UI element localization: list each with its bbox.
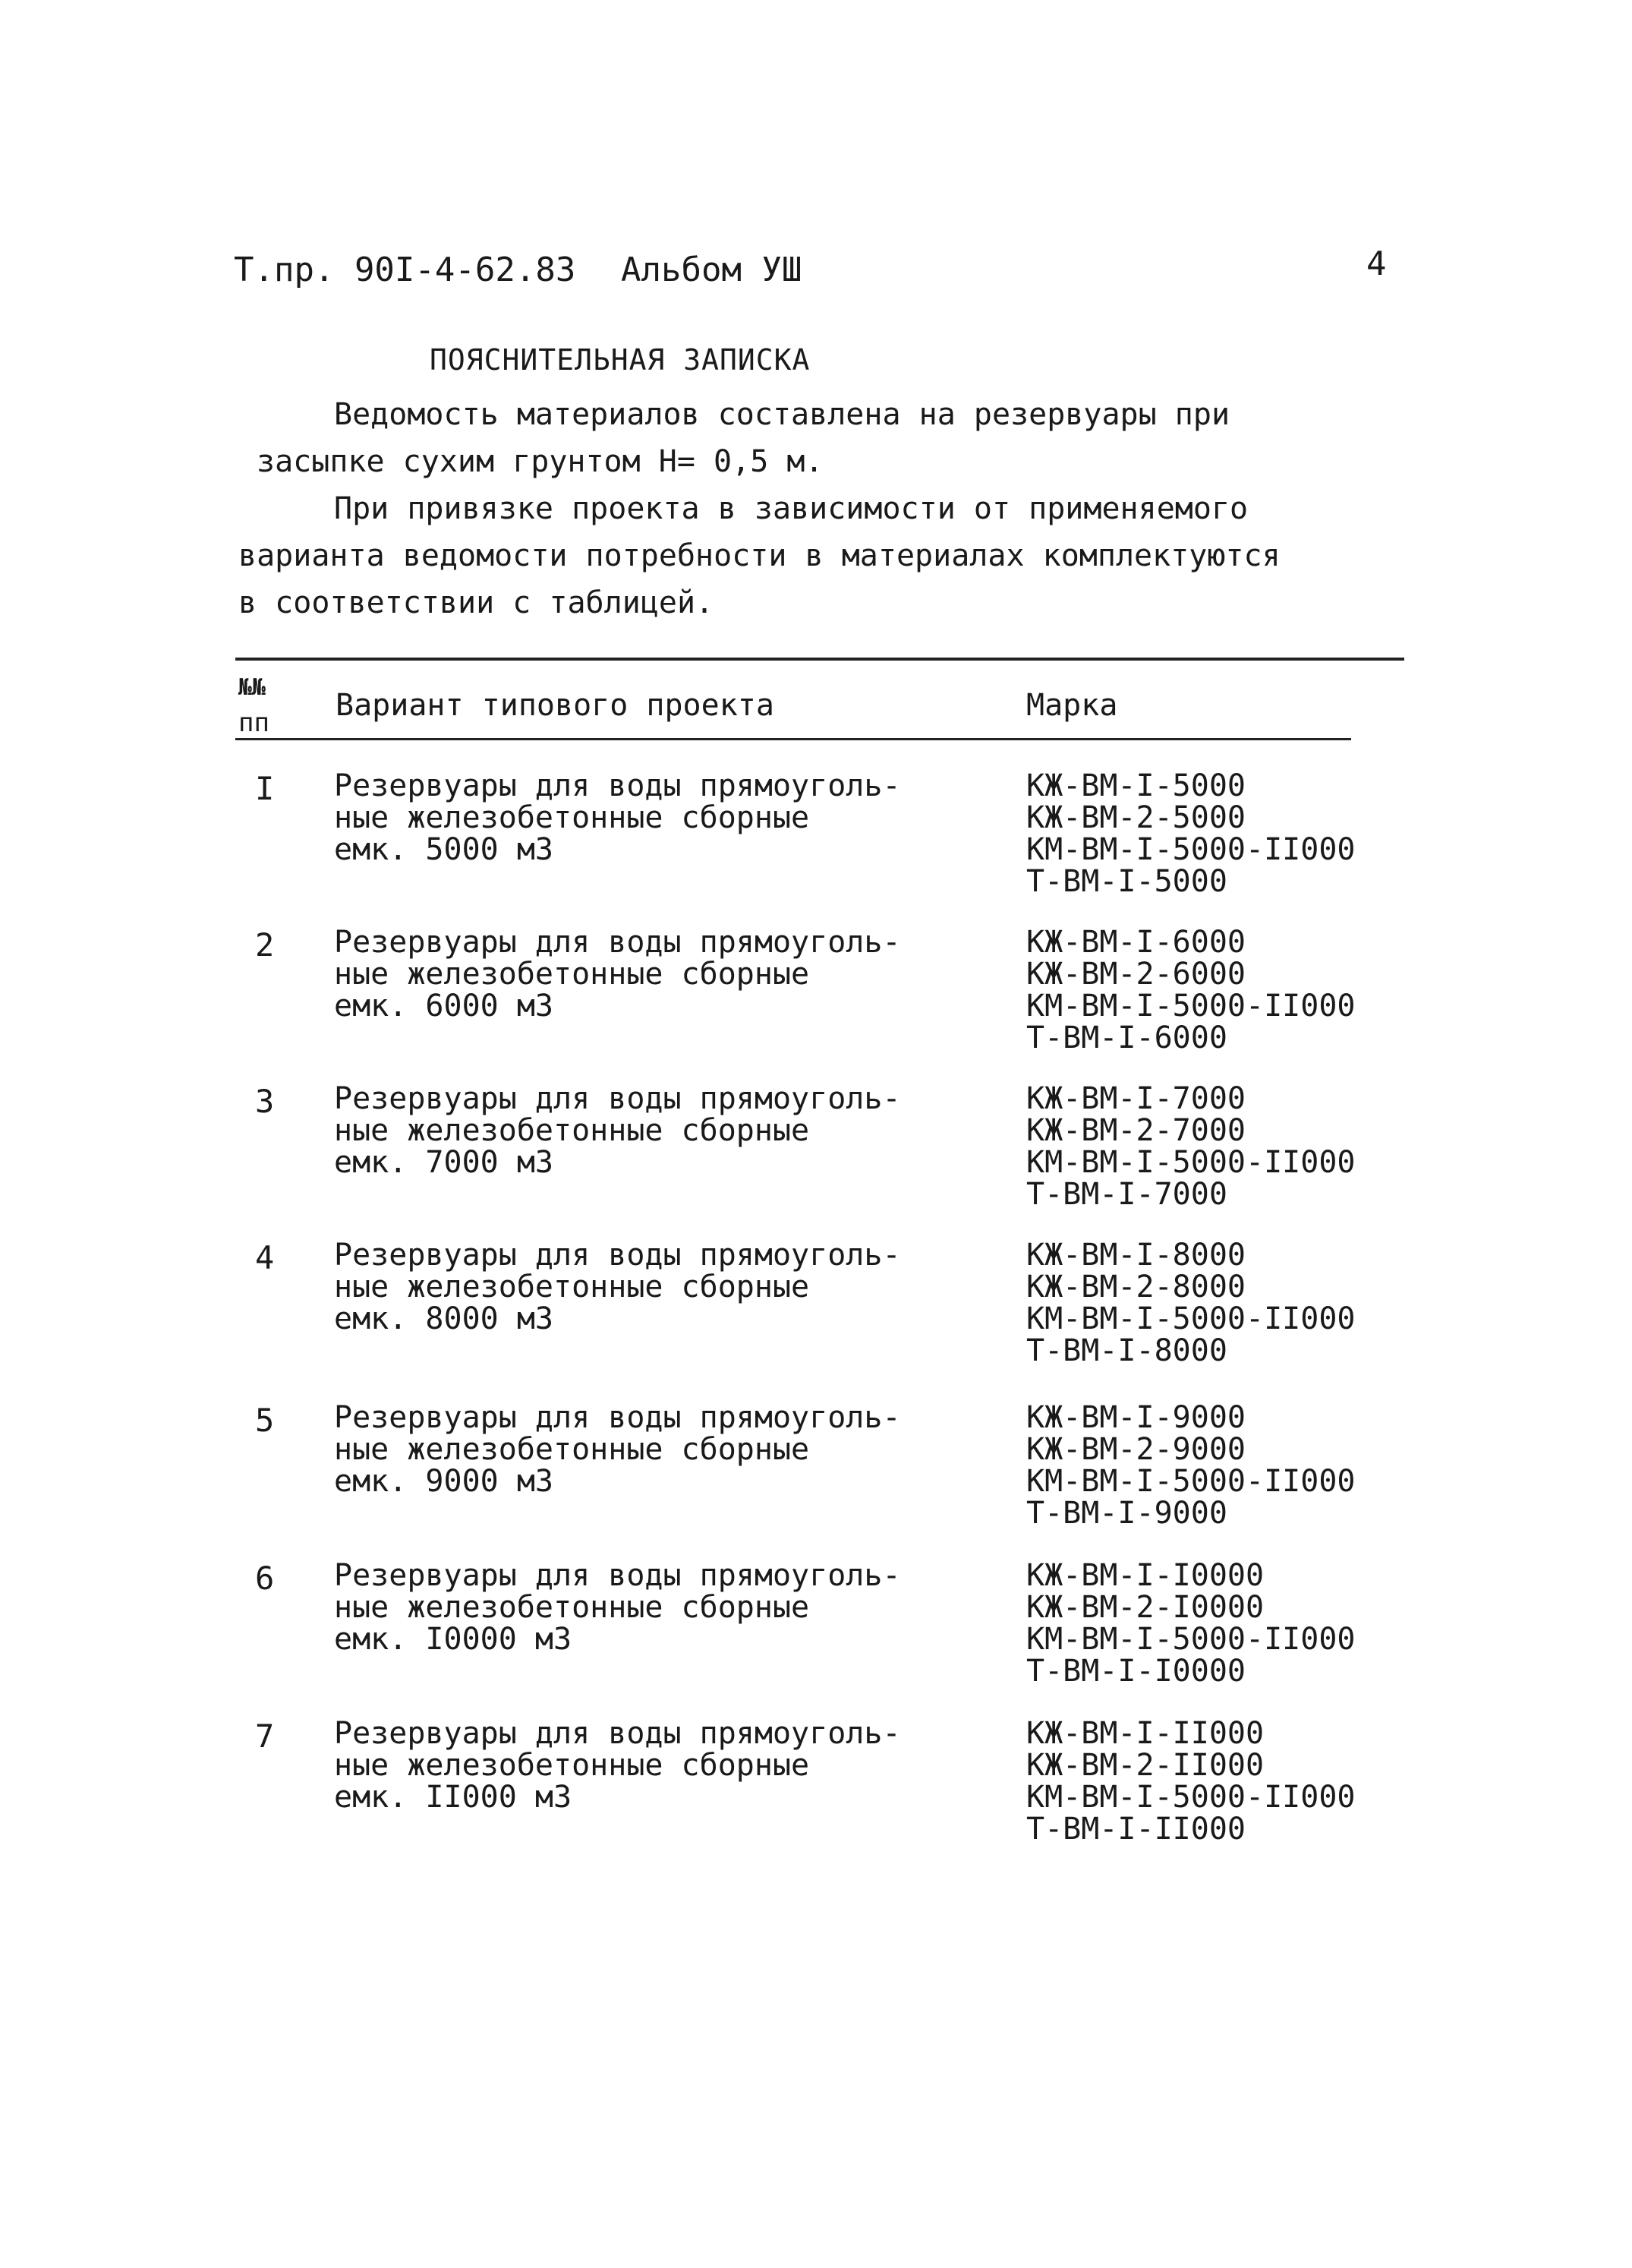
- row-description-line: ные железобетонные сборные: [334, 1590, 810, 1625]
- row-number: I: [255, 770, 275, 807]
- row-mark: КЖ-ВМ-I-5000: [1026, 768, 1246, 803]
- page-number: 4: [1366, 244, 1387, 283]
- row-marks: [1026, 1718, 1355, 1845]
- row-marks: [1026, 1239, 1355, 1367]
- row-marks: [1026, 1083, 1355, 1210]
- row-description-line: ные железобетонные сборные: [334, 1432, 810, 1467]
- row-number: 7: [255, 1718, 275, 1755]
- intro-paragraph-2-line-3: в соответствии с таблицей.: [238, 585, 714, 620]
- row-mark: КЖ-ВМ-I-7000: [1026, 1081, 1246, 1116]
- row-marks: [1026, 770, 1355, 897]
- table-row: [0, 1239, 1632, 1391]
- row-description-line: ные железобетонные сборные: [334, 1748, 810, 1783]
- row-mark: КЖ-ВМ-2-6000: [1026, 957, 1246, 992]
- row-mark: КЖ-ВМ-2-5000: [1026, 800, 1246, 835]
- row-description-line: Резервуары для воды прямоуголь-: [334, 1716, 901, 1751]
- row-description: [334, 926, 901, 1022]
- table-header-rule: [235, 738, 1351, 740]
- row-number: 2: [255, 926, 275, 964]
- column-header-variant: Вариант типового проекта: [336, 688, 774, 723]
- column-header-number: №№: [238, 674, 266, 701]
- row-description: [334, 1239, 901, 1335]
- intro-paragraph-2-line-2: варианта ведомости потребности в материалах комплектуются: [238, 538, 1281, 573]
- row-mark: КЖ-ВМ-I-II000: [1026, 1716, 1265, 1751]
- row-description: [334, 1402, 901, 1497]
- row-description-line: емк. 9000 м3: [334, 1464, 553, 1499]
- row-mark: КМ-ВМ-I-5000-II000: [1026, 1780, 1356, 1815]
- row-description-line: емк. 7000 м3: [334, 1145, 553, 1180]
- row-mark: КЖ-ВМ-2-I0000: [1026, 1590, 1265, 1625]
- row-number: 4: [255, 1239, 275, 1276]
- row-number: 3: [255, 1083, 275, 1120]
- row-description-line: ные железобетонные сборные: [334, 1270, 810, 1304]
- table-row: [0, 1083, 1632, 1235]
- album-label: Альбом УШ: [621, 251, 802, 289]
- row-description: [334, 1083, 901, 1178]
- row-mark: Т-ВМ-I-I0000: [1026, 1654, 1246, 1689]
- row-description-line: емк. I0000 м3: [334, 1622, 572, 1657]
- row-mark: КМ-ВМ-I-5000-II000: [1026, 1145, 1356, 1180]
- row-mark: КЖ-ВМ-2-II000: [1026, 1748, 1265, 1783]
- table-row: [0, 1718, 1632, 1869]
- intro-paragraph-1-line-1: Ведомость материалов составлена на резервуары при: [334, 397, 1230, 432]
- row-marks: [1026, 1560, 1355, 1687]
- row-mark: Т-ВМ-I-6000: [1026, 1020, 1227, 1055]
- row-mark: КЖ-ВМ-2-9000: [1026, 1432, 1246, 1467]
- row-description-line: Резервуары для воды прямоуголь-: [334, 1558, 901, 1593]
- row-description-line: емк. 8000 м3: [334, 1301, 553, 1336]
- row-description-line: Резервуары для воды прямоуголь-: [334, 768, 901, 803]
- row-mark: КЖ-ВМ-I-6000: [1026, 925, 1246, 960]
- row-description-line: Резервуары для воды прямоуголь-: [334, 1081, 901, 1116]
- row-mark: Т-ВМ-I-II000: [1026, 1812, 1246, 1847]
- row-description-line: ные железобетонные сборные: [334, 957, 810, 992]
- row-marks: [1026, 926, 1355, 1054]
- row-description: [334, 770, 901, 866]
- row-mark: КЖ-ВМ-I-9000: [1026, 1400, 1246, 1435]
- row-mark: КМ-ВМ-I-5000-II000: [1026, 1622, 1356, 1657]
- intro-paragraph-2-line-1: При привязке проекта в зависимости от применяемого: [334, 491, 1249, 526]
- row-number: 5: [255, 1402, 275, 1439]
- table-row: [0, 1402, 1632, 1554]
- row-mark: КМ-ВМ-I-5000-II000: [1026, 1301, 1356, 1336]
- row-mark: КЖ-ВМ-I-8000: [1026, 1238, 1246, 1273]
- row-mark: Т-ВМ-I-9000: [1026, 1496, 1227, 1531]
- row-description-line: Резервуары для воды прямоуголь-: [334, 1400, 901, 1435]
- intro-paragraph-1-line-2: засыпке сухим грунтом Н= 0,5 м.: [257, 444, 824, 479]
- table-row: [0, 770, 1632, 922]
- row-description-line: емк. II000 м3: [334, 1780, 572, 1815]
- row-description: [334, 1718, 901, 1813]
- row-mark: КМ-ВМ-I-5000-II000: [1026, 1464, 1356, 1499]
- row-description-line: емк. 5000 м3: [334, 832, 553, 867]
- row-mark: КМ-ВМ-I-5000-II000: [1026, 832, 1356, 867]
- row-number: 6: [255, 1560, 275, 1597]
- row-description: [334, 1560, 901, 1655]
- row-mark: Т-ВМ-I-5000: [1026, 864, 1227, 899]
- row-description-line: Резервуары для воды прямоуголь-: [334, 925, 901, 960]
- row-mark: Т-ВМ-I-7000: [1026, 1177, 1227, 1212]
- column-header-number-sub: пп: [238, 708, 269, 738]
- row-mark: КЖ-ВМ-2-7000: [1026, 1113, 1246, 1148]
- row-mark: КЖ-ВМ-2-8000: [1026, 1270, 1246, 1304]
- row-mark: КМ-ВМ-I-5000-II000: [1026, 989, 1356, 1024]
- row-mark: Т-ВМ-I-8000: [1026, 1333, 1227, 1368]
- row-mark: КЖ-ВМ-I-I0000: [1026, 1558, 1265, 1593]
- row-description-line: ные железобетонные сборные: [334, 800, 810, 835]
- row-description-line: емк. 6000 м3: [334, 989, 553, 1024]
- page-title: ПОЯСНИТЕЛЬНАЯ ЗАПИСКА: [430, 343, 811, 377]
- table-row: [0, 1560, 1632, 1711]
- row-description-line: Резервуары для воды прямоуголь-: [334, 1238, 901, 1273]
- row-description-line: ные железобетонные сборные: [334, 1113, 810, 1148]
- column-header-mark: Марка: [1026, 688, 1118, 723]
- document-reference: Т.пр. 90I-4-62.83: [234, 251, 576, 289]
- row-marks: [1026, 1402, 1355, 1529]
- table-row: [0, 926, 1632, 1078]
- table-top-rule: [235, 658, 1404, 661]
